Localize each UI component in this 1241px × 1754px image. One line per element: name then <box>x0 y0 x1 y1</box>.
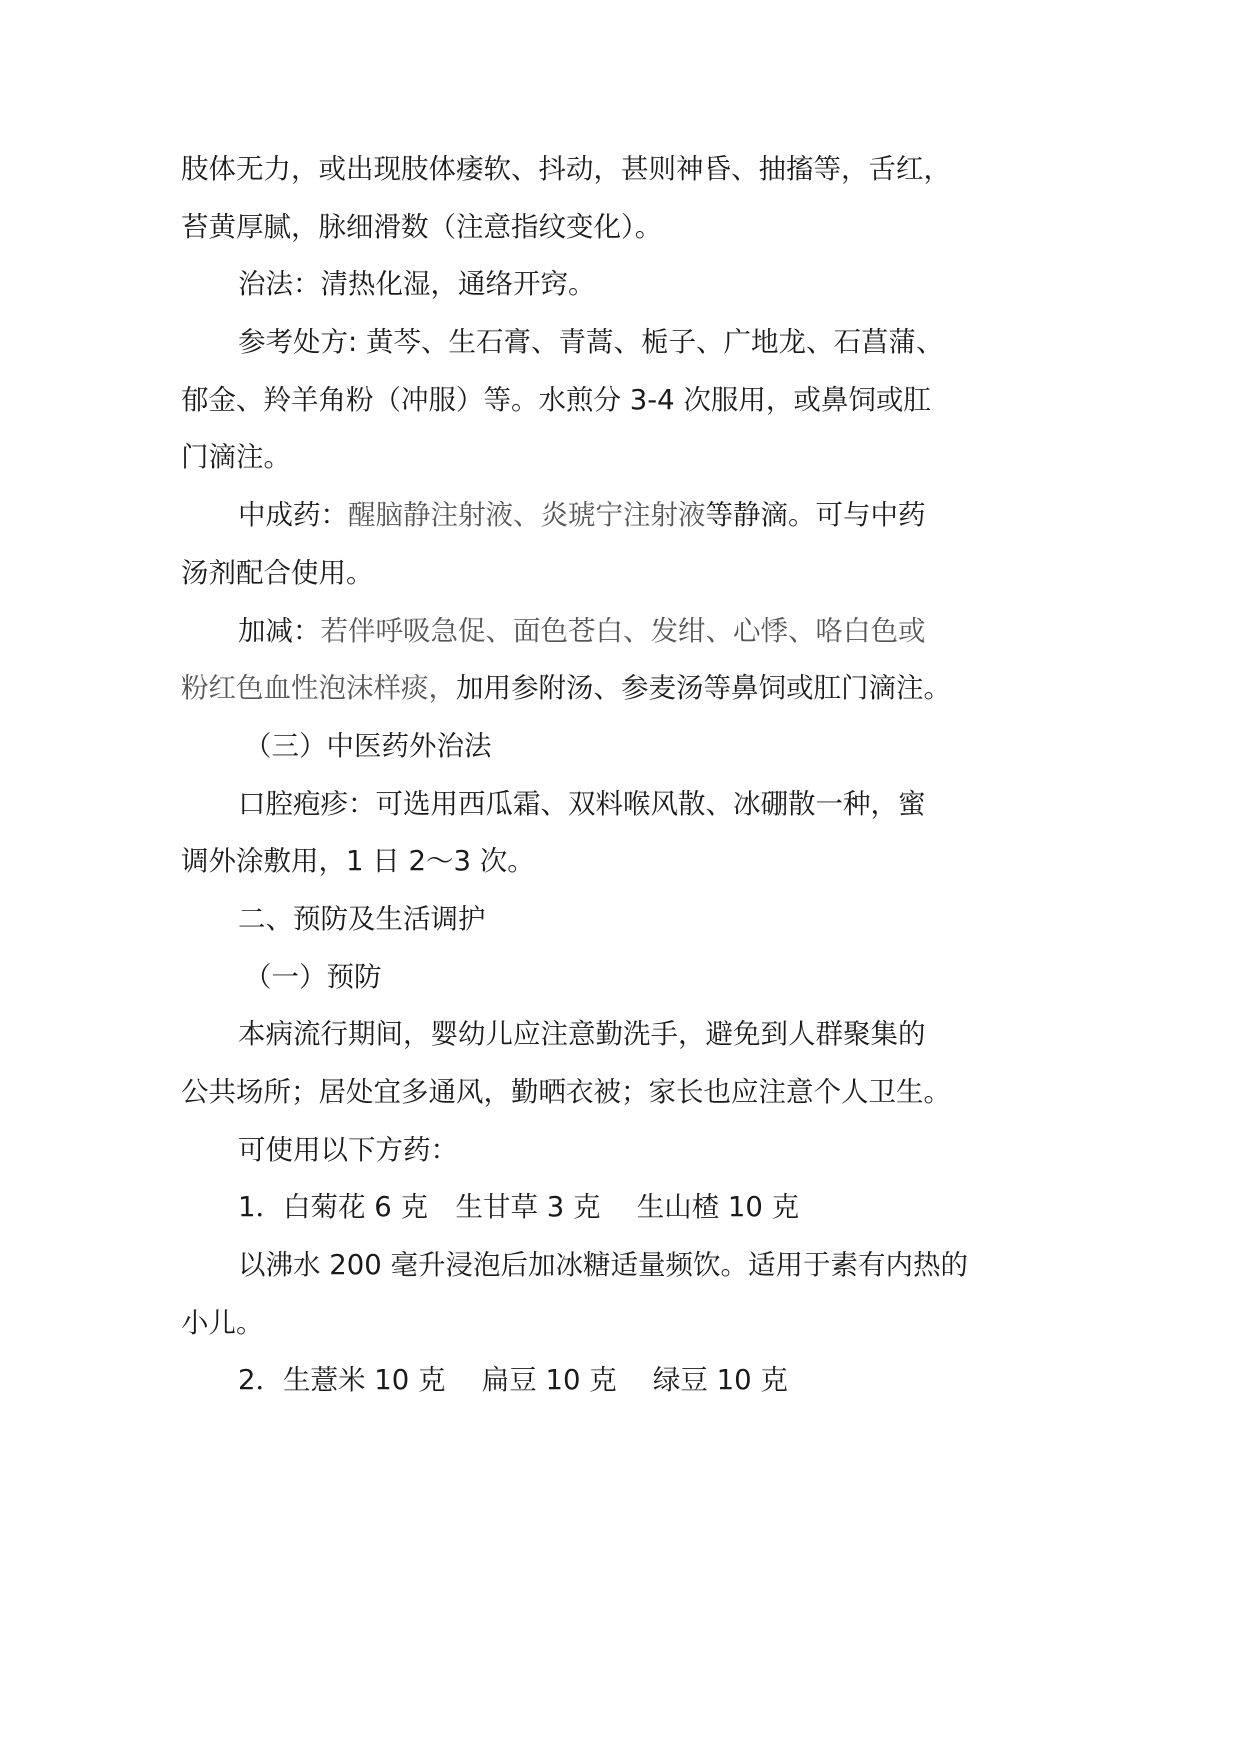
paragraph-line: 肢体无力，或出现肢体痿软、抖动，甚则神昏、抽搐等，舌红， <box>181 153 951 185</box>
recipe-2: 2．生薏米 10 克 扁豆 10 克 绿豆 10 克 <box>238 1364 788 1397</box>
subsection-heading: （一）预防 <box>244 960 382 993</box>
paragraph-line: 口腔疱疹：可选用西瓜霜、双料喉风散、冰硼散一种，蜜 <box>238 787 926 820</box>
modification <box>181 603 951 661</box>
patent-medicine <box>181 487 951 545</box>
medicine-names: 醒脑静注射液、炎琥宁注射液 <box>348 499 706 532</box>
paragraph-line: 苔黄厚腻，脉细滑数（注意指纹变化）。 <box>181 210 663 243</box>
paragraph-line: 门滴注。 <box>181 441 291 474</box>
reference-prescription: 参考处方: 黄芩、生石膏、青蒿、栀子、广地龙、石菖蒲、 <box>238 326 944 359</box>
section-heading: 二、预防及生活调护 <box>238 902 486 935</box>
section-heading: （三）中医药外治法 <box>244 729 492 762</box>
label: 中成药： <box>238 499 348 532</box>
paragraph-line: 本病流行期间，婴幼儿应注意勤洗手，避免到人群聚集的 <box>238 1018 926 1051</box>
label: 加减： <box>238 614 321 647</box>
paragraph-line <box>181 660 951 718</box>
paragraph-line: 汤剂配合使用。 <box>181 556 374 589</box>
text: 加用参附汤、参麦汤等鼻饲或肛门滴注。 <box>456 672 951 705</box>
document-page <box>181 141 968 1410</box>
symptoms: 若伴呼吸急促、面色苍白、发绀、心悸、咯白色或 <box>320 614 926 647</box>
paragraph-line: 小儿。 <box>181 1306 264 1339</box>
paragraph-line: 公共场所；居处宜多通风，勤晒衣被；家长也应注意个人卫生。 <box>181 1076 951 1108</box>
paragraph-line: 郁金、羚羊角粉（冲服）等。水煎分 3-4 次服用，或鼻饲或肛 <box>181 383 931 416</box>
recipe-1: 1．白菊花 6 克 生甘草 3 克 生山楂 10 克 <box>238 1191 800 1224</box>
paragraph-line: 以沸水 200 毫升浸泡后加冰糖适量频饮。适用于素有内热的 <box>238 1249 968 1282</box>
treatment-method: 治法：清热化湿，通络开窍。 <box>238 268 596 301</box>
paragraph-line: 调外涂敷用，1 日 2～3 次。 <box>181 845 535 878</box>
symptoms: 粉红色血性泡沫样痰， <box>181 672 456 705</box>
text: 等静滴。可与中药 <box>705 499 926 532</box>
paragraph-line: 可使用以下方药： <box>238 1133 458 1166</box>
